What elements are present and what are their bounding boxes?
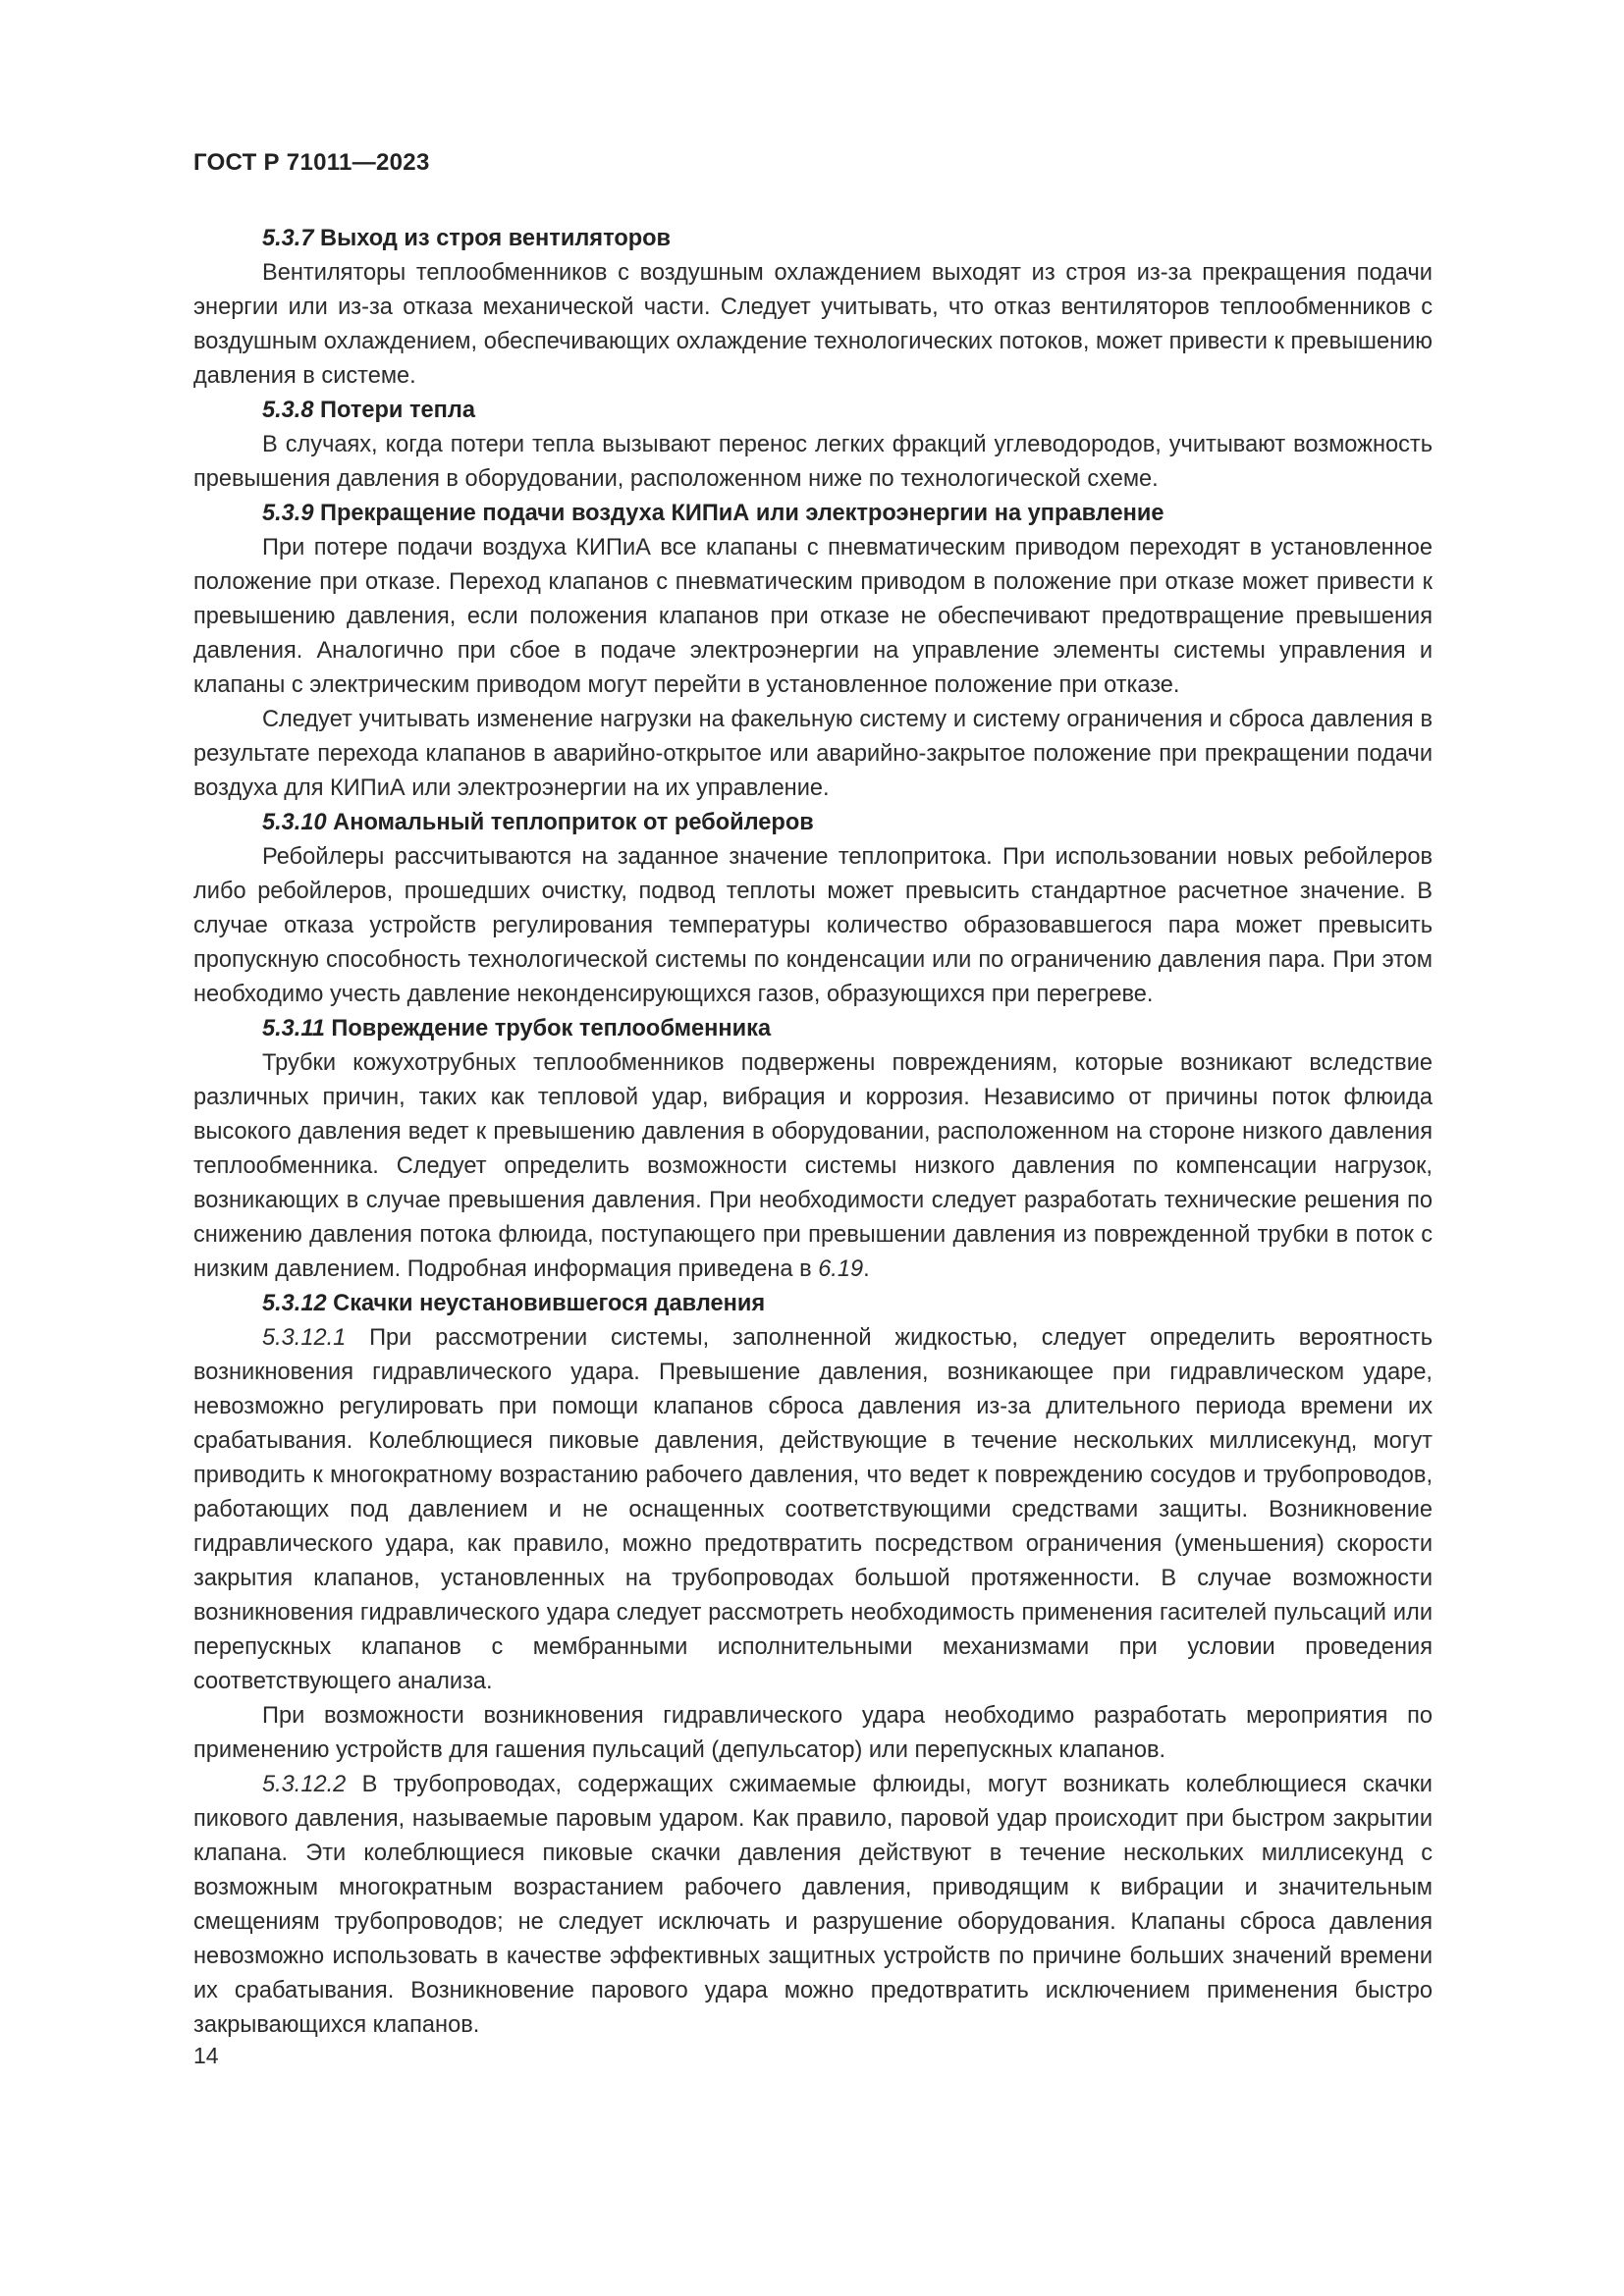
subsection-5-3-12-1 bbox=[193, 1321, 1433, 1699]
paragraph: Вентиляторы теплообменников с воздушным охлаждением выходят из строя из-за прекращения подачи энергии или из-за отказа механической части. Следует учитывать, что отказ вентиляторов теплообменников с воздушным охлаждением, обеспечивающих охлаждение технологических потоков, может привести к превышению давления в системе. bbox=[193, 260, 1433, 389]
section-title: Прекращение подачи воздуха КИПиА или электроэнергии на управление bbox=[320, 501, 1164, 526]
section-number: 5.3.9 bbox=[262, 501, 314, 526]
section-heading-5-3-12 bbox=[193, 1287, 1433, 1321]
paragraph: При возможности возникновения гидравлического удара необходимо разработать мероприятия по применению устройств для гашения пульсаций (депульсатор) или перепускных клапанов. bbox=[193, 1703, 1433, 1763]
section-heading-5-3-8 bbox=[193, 394, 1433, 428]
section-number: 5.3.10 bbox=[262, 810, 327, 835]
paragraph-text: В трубопроводах, содержащих сжимаемые флюиды, могут возникать колеблющиеся скачки пикового давления, называемые паровым ударом. Как правило, паровой удар происходит при быстром закрытии клапана. Эти колеблющиеся пиковые скачки давления действуют в течение нескольких миллисекунд с возможным многократным возрастанием рабочего давления, приводящим к вибрации и значительным смещениям трубопроводов; не следует исключать и разрушение оборудования. Клапаны сброса давления невозможно использовать в качестве эффективных защитных устройств по причине больших значений времени их срабатывания. Возникновение парового удара можно предотвратить исключением применения быстро закрывающихся клапанов. bbox=[193, 1772, 1433, 2038]
paragraph bbox=[193, 1046, 1433, 1287]
cross-reference: 6.19 bbox=[818, 1256, 864, 1282]
section-title: Аномальный теплоприток от ребойлеров bbox=[333, 810, 814, 835]
section-title: Потери тепла bbox=[320, 398, 476, 423]
paragraph-end: . bbox=[863, 1256, 870, 1282]
section-heading-5-3-11 bbox=[193, 1012, 1433, 1046]
paragraph: В случаях, когда потери тепла вызывают перенос легких фракций углеводородов, учитывают возможность превышения давления в оборудовании, расположенном ниже по технологической схеме. bbox=[193, 432, 1433, 492]
section-title: Скачки неустановившегося давления bbox=[333, 1291, 766, 1316]
page-number: 14 bbox=[193, 2043, 219, 2068]
subsection-number: 5.3.12.1 bbox=[262, 1325, 347, 1351]
section-number: 5.3.7 bbox=[262, 226, 314, 251]
paragraph: Ребойлеры рассчитываются на заданное значение теплопритока. При использовании новых ребойлеров либо ребойлеров, прошедших очистку, подвод теплоты может превысить стандартное расчетное значение. В случае отказа устройств регулирования температуры количество образовавшегося пара может превысить пропускную способность технологической системы по конденсации или по ограничению давления пара. При этом необходимо учесть давление неконденсирующихся газов, образующихся при перегреве. bbox=[193, 844, 1433, 1007]
document-body bbox=[193, 222, 1433, 2043]
section-title: Выход из строя вентиляторов bbox=[320, 226, 672, 251]
subsection-5-3-12-2 bbox=[193, 1768, 1433, 2043]
section-heading-5-3-9 bbox=[193, 497, 1433, 531]
section-heading-5-3-10 bbox=[193, 806, 1433, 840]
document-header: ГОСТ Р 71011—2023 bbox=[193, 149, 430, 176]
paragraph: Следует учитывать изменение нагрузки на факельную систему и систему ограничения и сброса давления в результате перехода клапанов в аварийно-открытое или аварийно-закрытое положение при прекращении подачи воздуха для КИПиА или электроэнергии на их управление. bbox=[193, 707, 1433, 801]
section-number: 5.3.12 bbox=[262, 1291, 327, 1316]
paragraph-text: Трубки кожухотрубных теплообменников подвержены повреждениям, которые возникают вследствие различных причин, таких как тепловой удар, вибрация и коррозия. Независимо от причины поток флюида высокого давления ведет к превышению давления в оборудовании, расположенном на стороне низкого давления теплообменника. Следует определить возможности системы низкого давления по компенсации нагрузок, возникающих в случае превышения давления. При необходимости следует разработать технические решения по снижению давления потока флюида, поступающего при превышении давления из поврежденной трубки в поток с низким давлением. Подробная информация приведена в bbox=[193, 1050, 1433, 1282]
paragraph-text: При рассмотрении системы, заполненной жидкостью, следует определить вероятность возникновения гидравлического удара. Превышение давления, возникающее при гидравлическом ударе, невозможно регулировать при помощи клапанов сброса давления из-за длительного периода времени их срабатывания. Колеблющиеся пиковые давления, действующие в течение нескольких миллисекунд, могут приводить к многократному возрастанию рабочего давления, что ведет к повреждению сосудов и трубопроводов, работающих под давлением и не оснащенных соответствующими средствами защиты. Возникновение гидравлического удара, как правило, можно предотвратить посредством ограничения (уменьшения) скорости закрытия клапанов, установленных на трубопроводах большой протяженности. В случае возможности возникновения гидравлического удара следует рассмотреть необходимость применения гасителей пульсаций или перепускных клапанов с мембранными исполнительными механизмами при условии проведения соответствующего анализа. bbox=[193, 1325, 1433, 1694]
paragraph: При потере подачи воздуха КИПиА все клапаны с пневматическим приводом переходят в установленное положение при отказе. Переход клапанов с пневматическим приводом в положение при отказе может привести к превышению давления, если положения клапанов при отказе не обеспечивают предотвращение превышения давления. Аналогично при сбое в подаче электроэнергии на управление элементы системы управления и клапаны с электрическим приводом могут перейти в установленное положение при отказе. bbox=[193, 535, 1433, 698]
section-number: 5.3.11 bbox=[262, 1016, 325, 1041]
section-heading-5-3-7 bbox=[193, 222, 1433, 256]
section-title: Повреждение трубок теплообменника bbox=[331, 1016, 772, 1041]
subsection-number: 5.3.12.2 bbox=[262, 1772, 347, 1797]
section-number: 5.3.8 bbox=[262, 398, 314, 423]
